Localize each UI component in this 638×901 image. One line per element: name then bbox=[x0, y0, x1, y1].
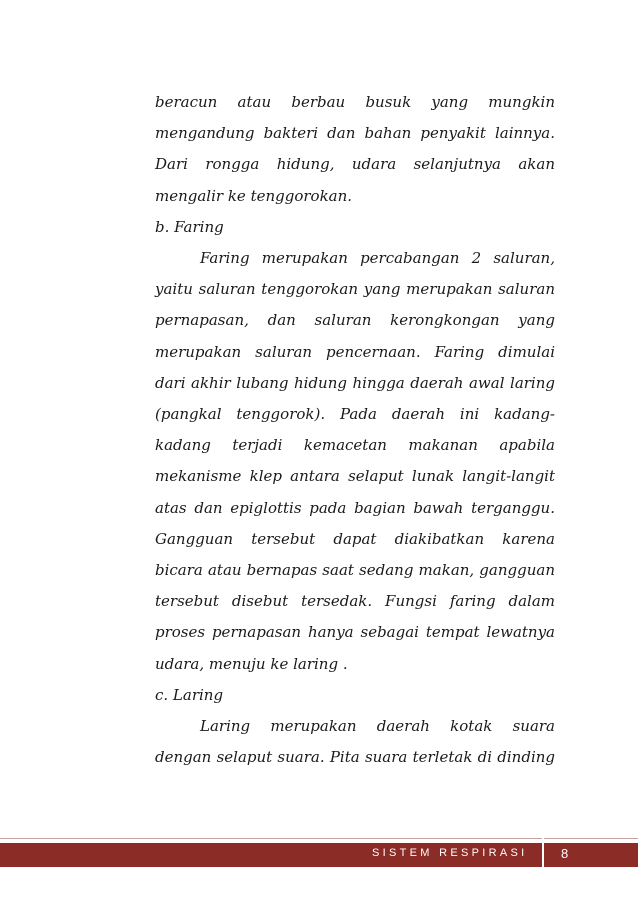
text-line: Faring merupakan percabangan 2 saluran, bbox=[200, 249, 555, 268]
text-line: kadang terjadi kemacetan makanan apabila bbox=[155, 436, 555, 455]
text-line: atas dan epiglottis pada bagian bawah terganggu. bbox=[155, 498, 555, 517]
text-line: udara, menuju ke laring . bbox=[155, 654, 348, 673]
text-line: beracun atau berbau busuk yang mungkin bbox=[155, 93, 555, 111]
text-line: mekanisme klep antara selaput lunak langit-langit bbox=[155, 467, 555, 486]
text-line: bicara atau bernapas saat sedang makan, gangguan bbox=[155, 561, 555, 580]
footer-divider bbox=[542, 838, 544, 867]
text-line: proses pernapasan hanya sebagai tempat lewatnya bbox=[155, 623, 555, 642]
footer-title: SISTEM RESPIRASI bbox=[372, 847, 528, 859]
text-line: Laring merupakan daerah kotak suara bbox=[200, 717, 555, 736]
page-number: 8 bbox=[561, 846, 569, 861]
text-line: Gangguan tersebut dapat diakibatkan karena bbox=[155, 529, 555, 548]
text-line: Dari rongga hidung, udara selanjutnya akan bbox=[155, 155, 555, 174]
text-line: mengalir ke tenggorokan. bbox=[155, 186, 353, 205]
text-line: dari akhir lubang hidung hingga daerah awal laring bbox=[155, 373, 555, 392]
text-line: dengan selaput suara. Pita suara terletak di dinding bbox=[155, 748, 555, 767]
text-line: merupakan saluran pencernaan. Faring dimulai bbox=[155, 342, 555, 361]
text-line: (pangkal tenggorok). Pada daerah ini kadang- bbox=[155, 405, 555, 424]
section-heading-laring: c. Laring bbox=[155, 685, 224, 704]
section-heading-faring: b. Faring bbox=[155, 217, 224, 236]
text-line: tersebut disebut tersedak. Fungsi faring dalam bbox=[155, 592, 555, 611]
text-line: mengandung bakteri dan bahan penyakit lainnya. bbox=[155, 124, 555, 143]
text-line: pernapasan, dan saluran kerongkongan yang bbox=[155, 311, 555, 330]
text-line: yaitu saluran tenggorokan yang merupakan saluran bbox=[155, 280, 555, 299]
body-text bbox=[155, 87, 555, 773]
